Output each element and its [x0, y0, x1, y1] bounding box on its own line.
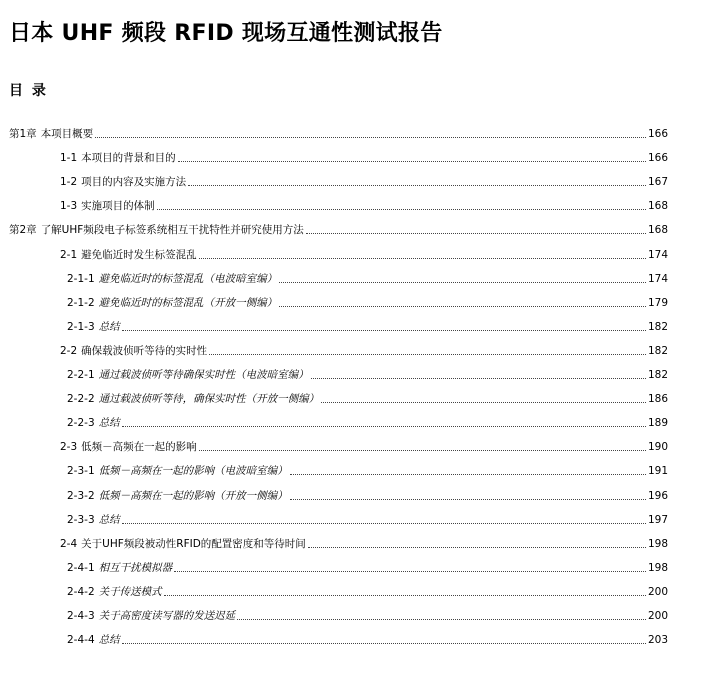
toc-entry[interactable]: [67, 386, 668, 406]
toc-entry[interactable]: [67, 290, 668, 310]
toc-entry-text: 低频－高频在一起的影响（开放一侧编）: [98, 489, 288, 502]
toc-dot-leader: [122, 643, 646, 644]
toc-dot-leader: [209, 354, 646, 355]
toc-dot-leader: [290, 499, 646, 500]
toc-entry-text: 总结: [98, 417, 120, 430]
toc-entry[interactable]: [60, 338, 668, 358]
toc-entry-page: 167: [647, 176, 668, 189]
toc-entry-title: [60, 199, 155, 213]
toc-dot-leader: [199, 258, 646, 259]
toc-entry[interactable]: [67, 507, 668, 527]
toc-entry-number: 2-1-3: [67, 320, 95, 333]
toc-entry-text: 低频－高频在一起的影响: [81, 441, 197, 454]
toc-dot-leader: [174, 571, 646, 572]
toc-entry[interactable]: [67, 362, 668, 382]
toc-entry-page: 174: [647, 272, 668, 285]
toc-entry-text: 确保载波侦听等待的实时性: [81, 344, 208, 357]
toc-dot-leader: [311, 378, 646, 379]
toc-entry-title: [60, 248, 197, 262]
toc-entry-page: 190: [647, 441, 668, 454]
toc-dot-leader: [306, 233, 646, 234]
toc-entry[interactable]: [60, 434, 668, 454]
toc-dot-leader: [279, 306, 646, 307]
toc-dot-leader: [157, 209, 646, 210]
toc-entry-number: 2-2: [60, 344, 78, 357]
toc-entry-text: 关于传送模式: [98, 585, 162, 598]
toc-entry-page: 200: [647, 585, 668, 598]
toc-entry-title: [67, 633, 120, 647]
toc-entry-page: 166: [647, 128, 668, 140]
toc-entry-number: 2-1: [60, 248, 78, 261]
toc-entry[interactable]: [9, 217, 668, 237]
toc-entry-title: [67, 561, 172, 575]
toc-entry-text: 避免临近时的标签混乱（电波暗室编）: [98, 272, 278, 285]
toc-entry[interactable]: [9, 121, 668, 141]
toc-entry-number: 2-3-3: [67, 513, 95, 526]
toc-entry[interactable]: [60, 242, 668, 262]
toc-dot-leader: [122, 523, 646, 524]
toc-entry-page: 191: [647, 465, 668, 478]
toc-entry-text: 避免临近时发生标签混乱: [81, 248, 197, 261]
toc-entry-title: [67, 296, 277, 310]
toc-entry-page: 182: [647, 369, 668, 381]
toc-entry-page: 197: [647, 513, 668, 526]
toc-entry-number: 2-3: [60, 441, 78, 454]
toc-entry-page: 200: [647, 610, 668, 622]
toc-entry-text: 总结: [98, 634, 120, 647]
toc-entry[interactable]: [67, 555, 668, 575]
toc-entry[interactable]: [60, 193, 668, 213]
toc-dot-leader: [188, 185, 646, 186]
toc-entry-title: [67, 585, 162, 599]
toc-entry-page: 179: [647, 296, 668, 309]
toc-entry-number: 2-4: [60, 537, 78, 550]
toc-entry-number: 第2章: [9, 224, 37, 237]
toc-entry-page: 168: [647, 224, 668, 237]
toc-entry-number: 2-4-1: [67, 561, 95, 574]
toc-entry[interactable]: [67, 458, 668, 478]
toc-dot-leader: [290, 474, 646, 475]
toc-entry[interactable]: [67, 483, 668, 503]
toc-entry-title: [60, 537, 306, 551]
toc-entry-title: [67, 489, 288, 503]
toc-entry[interactable]: [67, 603, 668, 623]
toc-entry-text: 了解UHF频段电子标签系统相互干扰特性并研究使用方法: [40, 224, 304, 237]
toc-entry-title: [67, 272, 277, 286]
toc-entry-text: 关于高密度读写器的发送迟延: [98, 610, 236, 622]
toc-entry-text: 本项目概要: [40, 128, 94, 140]
toc-entry-number: 2-1-1: [67, 272, 95, 285]
toc-entry-number: 2-2-2: [67, 393, 95, 406]
toc-entry-text: 实施项目的体制: [81, 200, 155, 213]
toc-entry-number: 1-1: [60, 152, 78, 165]
toc-entry[interactable]: [60, 531, 668, 551]
toc-entry-text: 关于UHF频段被动性RFID的配置密度和等待时间: [81, 537, 306, 550]
toc-entry-title: [9, 223, 304, 237]
toc-entry[interactable]: [67, 314, 668, 334]
toc-entry-number: 1-2: [60, 176, 78, 189]
toc-dot-leader: [199, 450, 646, 451]
toc-dot-leader: [308, 547, 646, 548]
toc-entry-title: [60, 175, 186, 189]
toc-entry-number: 2-4-2: [67, 585, 95, 598]
toc-entry-text: 项目的内容及实施方法: [81, 176, 187, 189]
toc-entry-number: 2-2-1: [67, 369, 95, 381]
toc-entry-page: 203: [647, 634, 668, 647]
toc-entry-title: [67, 609, 235, 623]
toc-dot-leader: [237, 619, 646, 620]
toc-dot-leader: [164, 595, 646, 596]
toc-entry[interactable]: [60, 169, 668, 189]
toc-entry-page: 174: [647, 248, 668, 261]
toc-entry-text: 相互干扰模拟器: [98, 561, 173, 574]
toc-entry-number: 2-2-3: [67, 417, 95, 430]
toc-entry-title: [60, 151, 176, 165]
toc-entry-text: 通过载波侦听等待确保实时性（电波暗室编）: [98, 369, 309, 381]
toc-entry-number: 1-3: [60, 200, 78, 213]
toc-entry-page: 168: [647, 200, 668, 213]
toc-entry-title: [67, 464, 288, 478]
toc-entry-title: [9, 127, 93, 141]
toc-entry[interactable]: [60, 145, 668, 165]
toc-entry-text: 本项目的背景和目的: [81, 152, 176, 165]
toc-entry-text: 总结: [98, 320, 120, 333]
toc-dot-leader: [178, 161, 646, 162]
toc-entry-page: 196: [647, 489, 668, 502]
toc-heading: 目 录: [9, 83, 48, 99]
toc-entry-number: 2-4-3: [67, 610, 95, 622]
toc-entry-number: 2-3-2: [67, 489, 95, 502]
toc-dot-leader: [279, 282, 646, 283]
toc-entry[interactable]: [67, 579, 668, 599]
toc-entry[interactable]: [67, 266, 668, 286]
toc-entry-title: [60, 344, 207, 358]
toc-entry-text: 通过载波侦听等待，确保实时性（开放一侧编）: [98, 393, 320, 406]
toc-entry[interactable]: [67, 627, 668, 647]
toc-entry-title: [60, 440, 197, 454]
toc-entry-title: [67, 513, 120, 527]
toc-entry-title: [67, 416, 120, 430]
toc-entry-text: 低频－高频在一起的影响（电波暗室编）: [98, 465, 288, 478]
toc-dot-leader: [321, 402, 646, 403]
toc-dot-leader: [122, 426, 646, 427]
toc-entry-title: [67, 320, 120, 334]
toc-entry-number: 2-4-4: [67, 634, 95, 647]
toc-entry-page: 189: [647, 417, 668, 430]
toc-entry-number: 2-3-1: [67, 465, 95, 478]
toc-entry-number: 第1章: [9, 128, 37, 140]
toc-entry-page: 182: [647, 344, 668, 357]
toc-entry-title: [67, 368, 309, 382]
document-title: 日本 UHF 频段 RFID 现场互通性测试报告: [9, 21, 443, 46]
toc-entry-text: 总结: [98, 513, 120, 526]
toc-entry[interactable]: [67, 410, 668, 430]
toc-entry-page: 198: [647, 561, 668, 574]
toc-entry-text: 避免临近时的标签混乱（开放一侧编）: [98, 296, 278, 309]
toc-dot-leader: [122, 330, 646, 331]
toc-dot-leader: [95, 137, 646, 138]
toc-entry-page: 198: [647, 537, 668, 550]
toc-entry-page: 186: [647, 393, 668, 406]
toc-entry-page: 166: [647, 152, 668, 165]
toc-entry-number: 2-1-2: [67, 296, 95, 309]
toc-entry-page: 182: [647, 320, 668, 333]
toc-entry-title: [67, 392, 319, 406]
